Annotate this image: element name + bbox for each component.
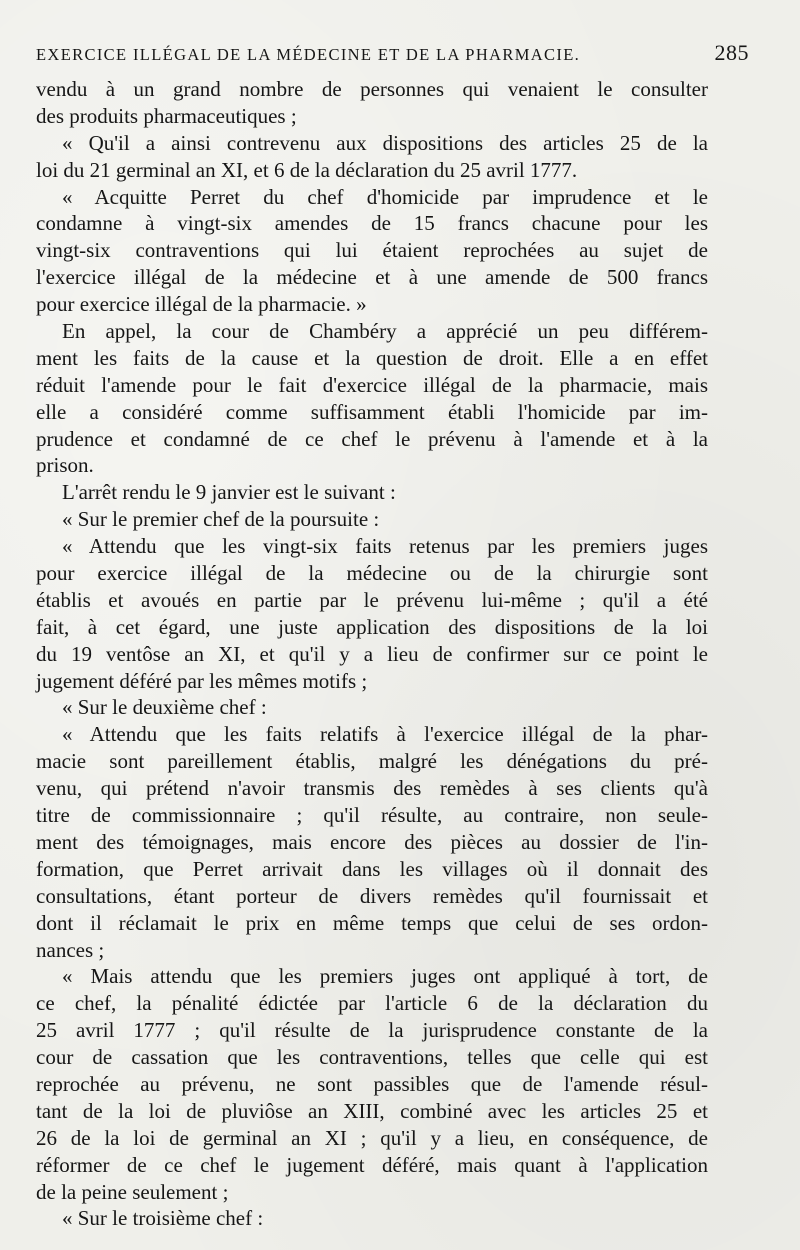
text-line: cour de cassation que les contraventions, telles que celle qui est [36, 1045, 708, 1070]
text-line: 25 avril 1777 ; qu'il résulte de la jurisprudence constante de la [36, 1018, 708, 1043]
text-line: pour exercice illégal de la médecine ou de la chirurgie sont [36, 561, 708, 586]
text-line: « Qu'il a ainsi contrevenu aux dispositions des articles 25 de la [62, 130, 708, 155]
text-line: formation, que Perret arrivait dans les villages où il donnait des [36, 856, 708, 881]
text-line: dont il réclamait le prix en même temps que celui de ses ordon- [36, 910, 708, 935]
text-line: reprochée au prévenu, ne sont passibles que de l'amende résul- [36, 1071, 708, 1096]
text-line: « Mais attendu que les premiers juges ont appliqué à tort, de [62, 964, 708, 989]
text-line: « Sur le troisième chef : [62, 1206, 264, 1231]
text-line: « Sur le premier chef de la poursuite : [62, 507, 380, 532]
text-line: prison. [36, 453, 94, 478]
text-line: elle a considéré comme suffisamment établi l'homicide par im- [36, 399, 708, 424]
text-line: pour exercice illégal de la pharmacie. » [36, 292, 367, 317]
text-line: venu, qui prétend n'avoir transmis des remèdes à ses clients qu'à [36, 776, 708, 801]
text-line: ce chef, la pénalité édictée par l'article 6 de la déclaration du [36, 991, 708, 1016]
text-line: ment les faits de la cause et la question de droit. Elle a en effet [36, 345, 708, 370]
text-line: titre de commissionnaire ; qu'il résulte, au contraire, non seule- [36, 803, 708, 828]
text-line: du 19 ventôse an XI, et qu'il y a lieu de confirmer sur ce point le [36, 641, 708, 666]
text-line: condamne à vingt-six amendes de 15 francs chacune pour les [36, 211, 708, 236]
text-line: macie sont pareillement établis, malgré les dénégations du pré- [36, 749, 708, 774]
text-line: En appel, la cour de Chambéry a apprécié un peu différem- [62, 319, 708, 344]
text-line: « Attendu que les faits relatifs à l'exercice illégal de la phar- [62, 722, 708, 747]
text-line: L'arrêt rendu le 9 janvier est le suivant : [62, 480, 396, 505]
text-line: établis et avoués en partie par le prévenu lui-même ; qu'il a été [36, 587, 708, 612]
text-line: « Acquitte Perret du chef d'homicide par imprudence et le [62, 184, 708, 209]
text-line: nances ; [36, 937, 105, 962]
running-head [36, 40, 749, 70]
text-line: « Sur le deuxième chef : [62, 695, 267, 720]
text-line: réformer de ce chef le jugement déféré, mais quant à l'application [36, 1152, 708, 1177]
text-line: tant de la loi de pluviôse an XIII, combiné avec les articles 25 et [36, 1098, 708, 1123]
text-line: 26 de la loi de germinal an XI ; qu'il y a lieu, en conséquence, de [36, 1125, 708, 1150]
text-line: réduit l'amende pour le fait d'exercice illégal de la pharmacie, mais [36, 372, 708, 397]
page-number: 285 [714, 40, 749, 65]
text-line: ment des témoignages, mais encore des pièces au dossier de l'in- [36, 829, 708, 854]
text-line: consultations, étant porteur de divers remèdes qu'il fournissait et [36, 883, 708, 908]
running-title: EXERCICE ILLÉGAL DE LA MÉDECINE ET DE LA PHARMACIE. [36, 45, 581, 64]
text-line: « Attendu que les vingt-six faits retenus par les premiers juges [62, 534, 708, 559]
text-line: l'exercice illégal de la médecine et à une amende de 500 francs [36, 265, 708, 290]
text-line: fait, à cet égard, une juste application des dispositions de la loi [36, 614, 708, 639]
text-line: jugement déféré par les mêmes motifs ; [36, 668, 368, 693]
body-text [36, 76, 708, 1232]
text-line: des produits pharmaceutiques ; [36, 103, 297, 128]
text-line: vingt-six contraventions qui lui étaient reprochées au sujet de [36, 238, 708, 263]
text-line: prudence et condamné de ce chef le prévenu à l'amende et à la [36, 426, 708, 451]
text-line: vendu à un grand nombre de personnes qui venaient le consulter [36, 77, 708, 101]
text-line: de la peine seulement ; [36, 1179, 229, 1204]
text-line: loi du 21 germinal an XI, et 6 de la déclaration du 25 avril 1777. [36, 157, 578, 182]
